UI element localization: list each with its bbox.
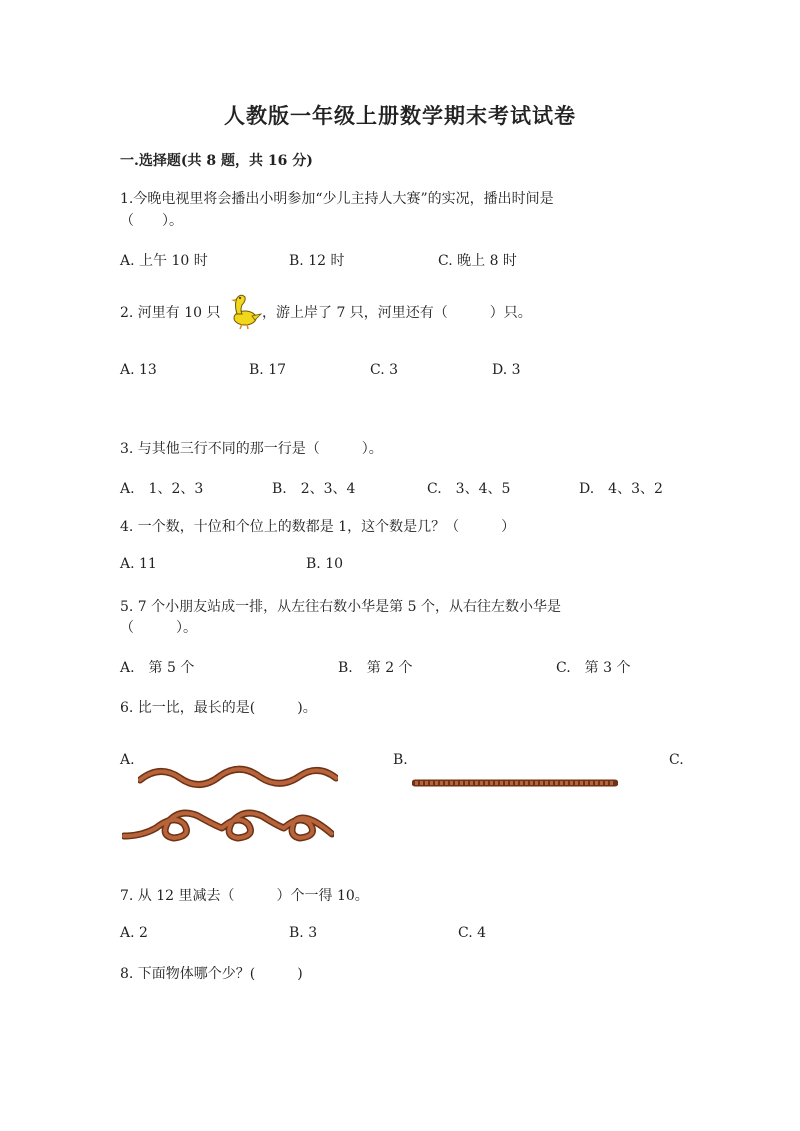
q4-option-a[interactable]: A. 11 xyxy=(120,556,157,572)
question-2-text-after: ，游上岸了 7 只，河里还有（ ）只。 xyxy=(262,305,532,321)
question-5-line-1: 5. 7 个小朋友站成一排，从左往右数小华是第 5 个，从右往左数小华是 xyxy=(120,599,561,615)
section-heading: 一.选择题(共 8 题，共 16 分) xyxy=(120,153,313,169)
q5-option-c[interactable]: C. 第 3 个 xyxy=(556,660,631,676)
q2-option-b[interactable]: B. 17 xyxy=(249,362,287,378)
rope-a-wavy xyxy=(138,762,338,792)
q2-option-a[interactable]: A. 13 xyxy=(120,362,157,378)
q1-option-b[interactable]: B. 12 时 xyxy=(289,253,345,269)
q1-option-c[interactable]: C. 晚上 8 时 xyxy=(438,253,517,269)
question-3-text: 3. 与其他三行不同的那一行是（ ）。 xyxy=(120,441,383,457)
q6-option-b[interactable]: B. xyxy=(393,752,408,768)
page-title: 人教版一年级上册数学期末考试试卷 xyxy=(224,103,576,128)
q5-option-b[interactable]: B. 第 2 个 xyxy=(338,660,413,676)
rope-b-straight xyxy=(412,776,618,790)
q2-option-c[interactable]: C. 3 xyxy=(370,362,399,378)
question-1-line-1: 1.今晚电视里将会播出小明参加“少儿主持人大赛”的实况，播出时间是 xyxy=(120,191,554,207)
question-8-text: 8. 下面物体哪个少？( ) xyxy=(120,966,303,982)
q3-option-b[interactable]: B. 2、3、4 xyxy=(272,481,356,497)
q1-option-a[interactable]: A. 上午 10 时 xyxy=(120,253,208,269)
question-4-text: 4. 一个数，十位和个位上的数都是 1，这个数是几？（ ） xyxy=(120,519,516,535)
q7-option-b[interactable]: B. 3 xyxy=(289,925,318,941)
q2-option-d[interactable]: D. 3 xyxy=(492,362,521,378)
q5-option-a[interactable]: A. 第 5 个 xyxy=(120,660,195,676)
q7-option-c[interactable]: C. 4 xyxy=(458,925,487,941)
question-5-line-2: （ ）。 xyxy=(120,620,197,636)
rope-c-looped xyxy=(122,806,334,846)
q3-option-d[interactable]: D. 4、3、2 xyxy=(579,481,663,497)
question-7-text: 7. 从 12 里减去（ ）个一得 10。 xyxy=(120,888,369,904)
q6-option-c[interactable]: C. xyxy=(669,752,684,768)
q3-option-a[interactable]: A. 1、2、3 xyxy=(120,481,204,497)
question-6-text: 6. 比一比，最长的是( )。 xyxy=(120,700,317,716)
duck-icon xyxy=(228,292,264,330)
q7-option-a[interactable]: A. 2 xyxy=(120,925,148,941)
q4-option-b[interactable]: B. 10 xyxy=(306,556,344,572)
question-2-text-before: 2. 河里有 10 只 xyxy=(120,305,221,321)
question-1-line-2: （ ）。 xyxy=(120,213,183,229)
q3-option-c[interactable]: C. 3、4、5 xyxy=(427,481,511,497)
q6-option-a[interactable]: A. xyxy=(120,752,135,768)
